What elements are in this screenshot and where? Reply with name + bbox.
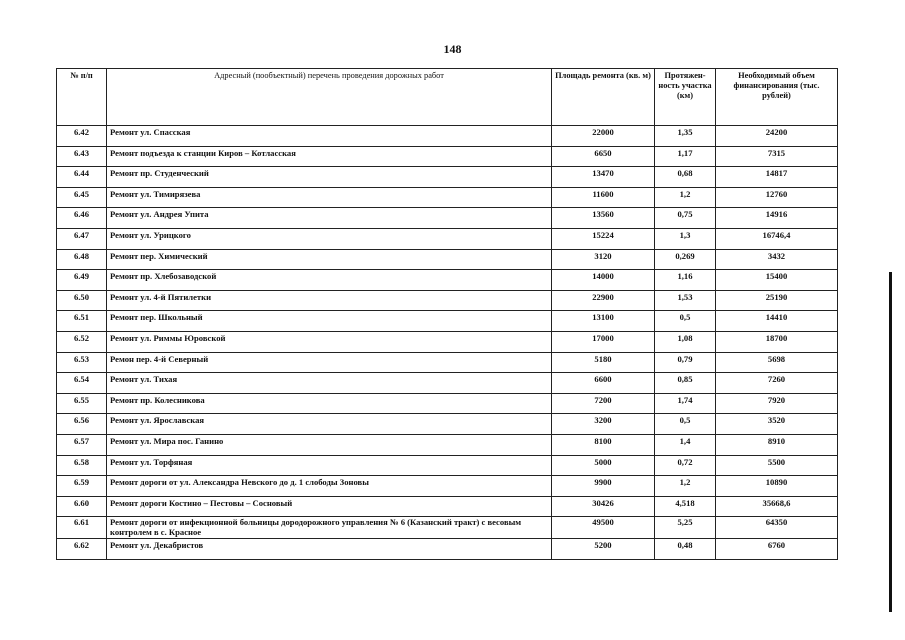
cell-num: 6.57 <box>57 434 107 455</box>
cell-name: Ремонт ул. Риммы Юровской <box>107 331 552 352</box>
cell-cost: 7920 <box>716 393 838 414</box>
cell-cost: 5500 <box>716 455 838 476</box>
cell-num: 6.55 <box>57 393 107 414</box>
cell-name: Ремонт дороги Костино – Пестовы – Сосновый <box>107 496 552 517</box>
cell-cost: 7315 <box>716 146 838 167</box>
cell-name: Ремон пер. 4-й Северный <box>107 352 552 373</box>
cell-num: 6.49 <box>57 270 107 291</box>
page-number: 148 <box>443 42 462 56</box>
cell-num: 6.45 <box>57 187 107 208</box>
header-length: Протяжен-ность участка (км) <box>655 69 716 126</box>
cell-area: 17000 <box>552 331 655 352</box>
table-row <box>57 434 838 455</box>
cell-name: Ремонт пр. Студенческий <box>107 167 552 188</box>
table-row <box>57 126 838 147</box>
cell-area: 30426 <box>552 496 655 517</box>
cell-cost: 16746,4 <box>716 228 838 249</box>
cell-cost: 12760 <box>716 187 838 208</box>
cell-name: Ремонт ул. Тимирязева <box>107 187 552 208</box>
cell-length: 0,75 <box>655 208 716 229</box>
cell-area: 11600 <box>552 187 655 208</box>
cell-area: 14000 <box>552 270 655 291</box>
cell-area: 5000 <box>552 455 655 476</box>
cell-length: 1,4 <box>655 434 716 455</box>
table-row <box>57 290 838 311</box>
cell-area: 15224 <box>552 228 655 249</box>
cell-num: 6.44 <box>57 167 107 188</box>
cell-cost: 35668,6 <box>716 496 838 517</box>
cell-name: Ремонт ул. Тихая <box>107 373 552 394</box>
cell-name: Ремонт ул. Декабристов <box>107 539 552 560</box>
cell-name: Ремонт ул. Андрея Упита <box>107 208 552 229</box>
cell-name: Ремонт пр. Колесникова <box>107 393 552 414</box>
cell-num: 6.53 <box>57 352 107 373</box>
cell-num: 6.48 <box>57 249 107 270</box>
cell-name: Ремонт ул. Торфяная <box>107 455 552 476</box>
cell-cost: 18700 <box>716 331 838 352</box>
table-row <box>57 496 838 517</box>
cell-length: 4,518 <box>655 496 716 517</box>
cell-cost: 6760 <box>716 539 838 560</box>
table-row <box>57 228 838 249</box>
cell-name: Ремонт дороги от инфекционной больницы дородорожного управления № 6 (Казанский тракт) с весовым контролем в с. Красное <box>107 517 552 539</box>
cell-num: 6.46 <box>57 208 107 229</box>
cell-num: 6.56 <box>57 414 107 435</box>
cell-num: 6.52 <box>57 331 107 352</box>
cell-name: Ремонт пер. Школьный <box>107 311 552 332</box>
cell-length: 0,269 <box>655 249 716 270</box>
page-edge-mark <box>889 272 892 612</box>
cell-cost: 24200 <box>716 126 838 147</box>
cell-area: 13100 <box>552 311 655 332</box>
table-row <box>57 208 838 229</box>
cell-length: 1,17 <box>655 146 716 167</box>
cell-name: Ремонт пер. Химический <box>107 249 552 270</box>
table-row <box>57 311 838 332</box>
cell-length: 0,48 <box>655 539 716 560</box>
header-num: № п/п <box>57 69 107 126</box>
header-cost: Необходимый объем финансирования (тыс. рублей) <box>716 69 838 126</box>
road-works-table <box>56 68 838 560</box>
table-row <box>57 476 838 497</box>
cell-num: 6.43 <box>57 146 107 167</box>
cell-length: 0,72 <box>655 455 716 476</box>
table-row <box>57 373 838 394</box>
cell-cost: 5698 <box>716 352 838 373</box>
cell-area: 8100 <box>552 434 655 455</box>
cell-cost: 7260 <box>716 373 838 394</box>
cell-num: 6.50 <box>57 290 107 311</box>
cell-length: 1,2 <box>655 476 716 497</box>
table-row <box>57 249 838 270</box>
cell-cost: 14410 <box>716 311 838 332</box>
cell-length: 0,79 <box>655 352 716 373</box>
cell-name: Ремонт подъезда к станции Киров – Котласская <box>107 146 552 167</box>
table-row <box>57 331 838 352</box>
cell-name: Ремонт ул. 4-й Пятилетки <box>107 290 552 311</box>
cell-num: 6.61 <box>57 517 107 539</box>
header-name: Адресный (пообъектный) перечень проведения дорожных работ <box>107 69 552 126</box>
table-row <box>57 455 838 476</box>
cell-length: 1,08 <box>655 331 716 352</box>
cell-area: 22000 <box>552 126 655 147</box>
cell-cost: 25190 <box>716 290 838 311</box>
cell-num: 6.58 <box>57 455 107 476</box>
cell-cost: 3432 <box>716 249 838 270</box>
cell-cost: 14916 <box>716 208 838 229</box>
cell-name: Ремонт ул. Ярославская <box>107 414 552 435</box>
cell-num: 6.42 <box>57 126 107 147</box>
cell-area: 6600 <box>552 373 655 394</box>
cell-area: 3200 <box>552 414 655 435</box>
cell-area: 22900 <box>552 290 655 311</box>
cell-name: Ремонт пр. Хлебозаводской <box>107 270 552 291</box>
cell-length: 5,25 <box>655 517 716 539</box>
table-row <box>57 414 838 435</box>
cell-length: 1,16 <box>655 270 716 291</box>
table-row <box>57 146 838 167</box>
cell-name: Ремонт дороги от ул. Александра Невского до д. 1 слободы Зоновы <box>107 476 552 497</box>
cell-length: 1,74 <box>655 393 716 414</box>
cell-area: 5200 <box>552 539 655 560</box>
cell-area: 49500 <box>552 517 655 539</box>
table-body <box>57 126 838 560</box>
cell-length: 1,35 <box>655 126 716 147</box>
cell-area: 13560 <box>552 208 655 229</box>
cell-length: 0,5 <box>655 311 716 332</box>
table-row <box>57 352 838 373</box>
cell-area: 9900 <box>552 476 655 497</box>
cell-cost: 3520 <box>716 414 838 435</box>
cell-cost: 8910 <box>716 434 838 455</box>
cell-num: 6.60 <box>57 496 107 517</box>
table-row <box>57 539 838 560</box>
cell-length: 1,2 <box>655 187 716 208</box>
cell-length: 0,68 <box>655 167 716 188</box>
cell-area: 6650 <box>552 146 655 167</box>
cell-cost: 10890 <box>716 476 838 497</box>
cell-name: Ремонт ул. Урицкого <box>107 228 552 249</box>
cell-length: 1,53 <box>655 290 716 311</box>
cell-length: 0,85 <box>655 373 716 394</box>
cell-area: 3120 <box>552 249 655 270</box>
cell-length: 1,3 <box>655 228 716 249</box>
cell-num: 6.59 <box>57 476 107 497</box>
table-row <box>57 270 838 291</box>
table-header-row <box>57 69 838 126</box>
cell-name: Ремонт ул. Спасская <box>107 126 552 147</box>
cell-cost: 64350 <box>716 517 838 539</box>
cell-num: 6.62 <box>57 539 107 560</box>
cell-area: 7200 <box>552 393 655 414</box>
cell-name: Ремонт ул. Мира пос. Ганино <box>107 434 552 455</box>
cell-area: 13470 <box>552 167 655 188</box>
cell-cost: 15400 <box>716 270 838 291</box>
cell-num: 6.54 <box>57 373 107 394</box>
table-row <box>57 167 838 188</box>
cell-num: 6.47 <box>57 228 107 249</box>
cell-area: 5180 <box>552 352 655 373</box>
cell-num: 6.51 <box>57 311 107 332</box>
header-area: Площадь ремонта (кв. м) <box>552 69 655 126</box>
table-row <box>57 187 838 208</box>
cell-length: 0,5 <box>655 414 716 435</box>
cell-cost: 14817 <box>716 167 838 188</box>
table-row <box>57 393 838 414</box>
table-row <box>57 517 838 539</box>
